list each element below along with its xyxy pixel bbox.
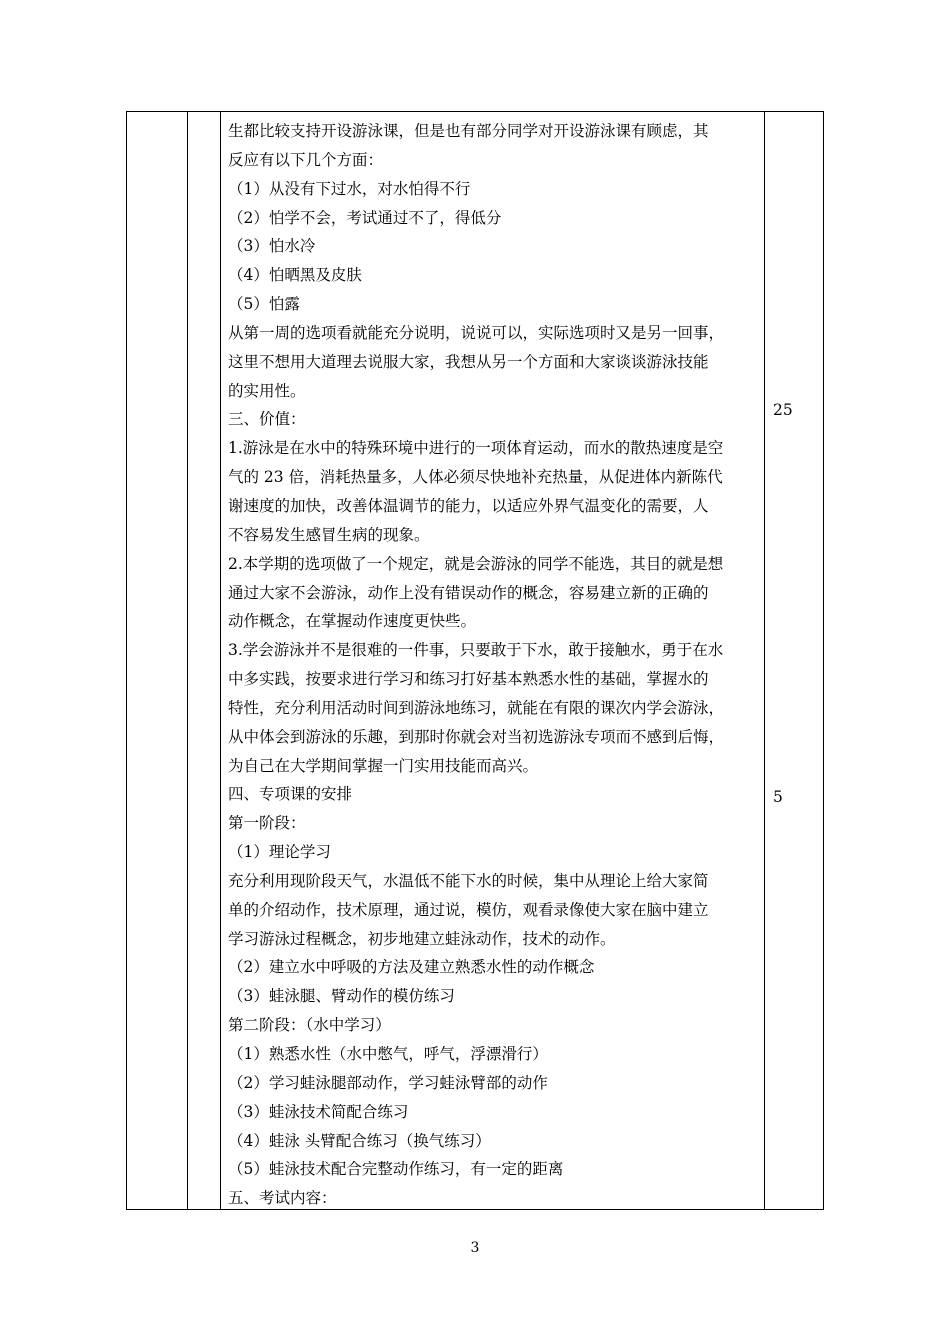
content-line: 从第一周的选项看就能充分说明，说说可以，实际选项时又是另一回事，: [228, 323, 725, 342]
content-line: 学习游泳过程概念，初步地建立蛙泳动作，技术的动作。: [228, 929, 616, 948]
page-number: 3: [470, 1240, 480, 1256]
content-line: （1）从没有下过水，对水怕得不行: [228, 179, 471, 198]
content-line: （5）蛙泳技术配合完整动作练习，有一定的距离: [228, 1160, 564, 1179]
content-line: （3）蛙泳技术简配合练习: [228, 1102, 409, 1121]
content-line: 四、专项课的安排: [228, 785, 353, 804]
content-line: 气的 23 倍，消耗热量多，人体必须尽快地补充热量，从促进体内新陈代: [228, 468, 723, 487]
content-line: 动作概念，在掌握动作速度更快些。: [228, 612, 477, 631]
content-line: 反应有以下几个方面：: [228, 150, 384, 169]
content-line: 充分利用现阶段天气，水温低不能下水的时候，集中从理论上给大家简: [228, 871, 709, 890]
content-line: 三、价值：: [228, 410, 306, 429]
content-line: （1）熟悉水性（水中憋气，呼气，浮漂滑行）: [228, 1045, 548, 1063]
content-line: 3.学会游泳并不是很难的一件事，只要敢于下水，敢于接触水，勇于在水: [228, 641, 724, 660]
content-line: 五、考试内容：: [228, 1189, 337, 1208]
lesson-content-cell: [228, 117, 768, 1213]
content-line: 特性，充分利用活动时间到游泳地练习，就能在有限的课次内学会游泳，: [228, 698, 725, 717]
column-divider-2: [220, 112, 221, 1209]
content-line: 这里不想用大道理去说服大家，我想从另一个方面和大家谈谈游泳技能: [228, 352, 709, 371]
content-line: （4）蛙泳 头臂配合练习（换气练习）: [228, 1131, 491, 1150]
content-line: 谢速度的加快，改善体温调节的能力，以适应外界气温变化的需要，人: [228, 496, 709, 515]
content-line: 通过大家不会游泳，动作上没有错误动作的概念，容易建立新的正确的: [228, 583, 709, 602]
content-line: （3）蛙泳腿、臂动作的模仿练习: [228, 987, 455, 1006]
content-line: 2.本学期的选项做了一个规定，就是会游泳的同学不能选，其目的就是想: [228, 554, 724, 573]
content-line: （5）怕露: [228, 295, 300, 314]
content-line: 从中体会到游泳的乐趣，到那时你就会对当初选游泳专项而不感到后悔，: [228, 727, 725, 746]
content-line: （2）怕学不会，考试通过不了，得低分: [228, 208, 502, 227]
content-line: 第二阶段：（水中学习）: [228, 1016, 391, 1035]
content-line: （4）怕晒黑及皮肤: [228, 266, 362, 285]
content-line: 单的介绍动作，技术原理，通过说，模仿，观看录像使大家在脑中建立: [228, 900, 709, 919]
content-line: 第一阶段：: [228, 814, 306, 833]
content-line: 的实用性。: [228, 381, 306, 400]
minutes-value: 25: [773, 401, 793, 419]
content-line: （3）怕水冷: [228, 237, 316, 256]
column-divider-1: [187, 112, 188, 1209]
content-line: 生都比较支持开设游泳课，但是也有部分同学对开设游泳课有顾虑，其: [228, 122, 709, 140]
content-line: （2）建立水中呼吸的方法及建立熟悉水性的动作概念: [228, 958, 595, 977]
minutes-value: 5: [773, 788, 783, 806]
content-line: （2）学习蛙泳腿部动作，学习蛙泳臂部的动作: [228, 1073, 548, 1092]
content-line: 为自己在大学期间掌握一门实用技能而高兴。: [228, 756, 539, 775]
content-line: （1）理论学习: [228, 843, 331, 862]
content-line: 不容易发生感冒生病的现象。: [228, 525, 430, 544]
content-line: 1.游泳是在水中的特殊环境中进行的一项体育运动，而水的散热速度是空: [228, 439, 724, 458]
content-line: 中多实践，按要求进行学习和练习打好基本熟悉水性的基础，掌握水的: [228, 670, 709, 689]
